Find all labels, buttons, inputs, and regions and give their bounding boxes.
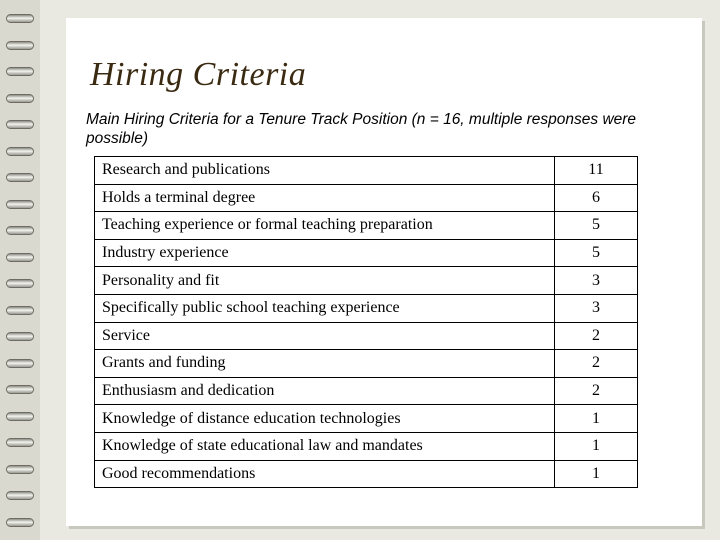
spiral-ring bbox=[6, 465, 34, 474]
table-row bbox=[95, 212, 638, 240]
table-row bbox=[95, 432, 638, 460]
spiral-ring bbox=[6, 147, 34, 156]
spiral-ring bbox=[6, 385, 34, 394]
count-cell: 5 bbox=[555, 212, 638, 240]
spiral-ring bbox=[6, 200, 34, 209]
spiral-ring bbox=[6, 279, 34, 288]
spiral-ring bbox=[6, 41, 34, 50]
criterion-cell: Good recommendations bbox=[95, 460, 555, 488]
spiral-ring bbox=[6, 332, 34, 341]
spiral-ring bbox=[6, 359, 34, 368]
spiral-ring bbox=[6, 491, 34, 500]
slide-card bbox=[66, 18, 702, 526]
count-cell: 3 bbox=[555, 294, 638, 322]
spiral-ring bbox=[6, 306, 34, 315]
criterion-cell: Personality and fit bbox=[95, 267, 555, 295]
table-row bbox=[95, 322, 638, 350]
spiral-ring bbox=[6, 173, 34, 182]
table-row bbox=[95, 184, 638, 212]
spiral-ring bbox=[6, 412, 34, 421]
table-row bbox=[95, 350, 638, 378]
table-row bbox=[95, 157, 638, 185]
table-row bbox=[95, 405, 638, 433]
criterion-cell: Research and publications bbox=[95, 157, 555, 185]
criterion-cell: Service bbox=[95, 322, 555, 350]
spiral-ring bbox=[6, 94, 34, 103]
slide-subtitle: Main Hiring Criteria for a Tenure Track Position (n = 16, multiple responses were possible) bbox=[86, 111, 637, 147]
criteria-table bbox=[94, 156, 638, 488]
spiral-ring bbox=[6, 120, 34, 129]
count-cell: 1 bbox=[555, 432, 638, 460]
table-row bbox=[95, 377, 638, 405]
criterion-cell: Knowledge of distance education technologies bbox=[95, 405, 555, 433]
count-cell: 3 bbox=[555, 267, 638, 295]
table-row bbox=[95, 239, 638, 267]
spiral-ring bbox=[6, 518, 34, 527]
criterion-cell: Grants and funding bbox=[95, 350, 555, 378]
slide-title: Hiring Criteria bbox=[90, 56, 307, 93]
count-cell: 11 bbox=[555, 157, 638, 185]
spiral-ring bbox=[6, 226, 34, 235]
spiral-ring bbox=[6, 67, 34, 76]
spiral-ring bbox=[6, 438, 34, 447]
count-cell: 2 bbox=[555, 350, 638, 378]
table-row bbox=[95, 267, 638, 295]
table-row bbox=[95, 460, 638, 488]
criterion-cell: Enthusiasm and dedication bbox=[95, 377, 555, 405]
criterion-cell: Teaching experience or formal teaching preparation bbox=[95, 212, 555, 240]
count-cell: 2 bbox=[555, 377, 638, 405]
criterion-cell: Holds a terminal degree bbox=[95, 184, 555, 212]
spiral-ring bbox=[6, 14, 34, 23]
count-cell: 1 bbox=[555, 405, 638, 433]
spiral-binding bbox=[0, 0, 40, 540]
criterion-cell: Knowledge of state educational law and mandates bbox=[95, 432, 555, 460]
table-row bbox=[95, 294, 638, 322]
spiral-ring bbox=[6, 253, 34, 262]
count-cell: 2 bbox=[555, 322, 638, 350]
criteria-table-body bbox=[95, 157, 638, 488]
count-cell: 6 bbox=[555, 184, 638, 212]
criterion-cell: Industry experience bbox=[95, 239, 555, 267]
count-cell: 1 bbox=[555, 460, 638, 488]
count-cell: 5 bbox=[555, 239, 638, 267]
criterion-cell: Specifically public school teaching experience bbox=[95, 294, 555, 322]
